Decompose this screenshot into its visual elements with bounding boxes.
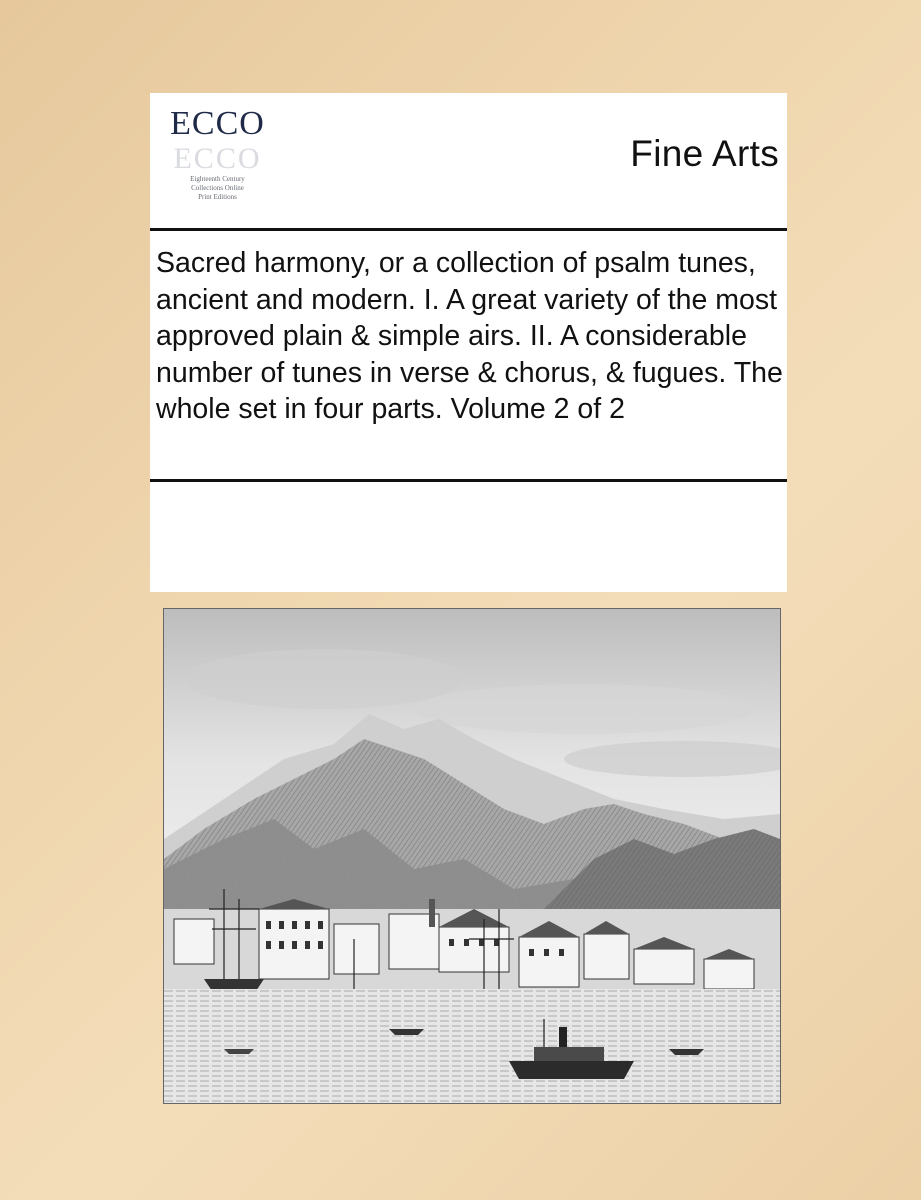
- title-panel: [150, 231, 787, 479]
- category-label: Fine Arts: [630, 133, 779, 174]
- logo-wordmark-shadow: ECCO: [173, 142, 262, 175]
- logo-tagline-3: Print Editions: [198, 193, 237, 201]
- logo-tagline-2: Collections Online: [191, 184, 244, 192]
- header-panel: [150, 93, 787, 228]
- logo-wordmark: ECCO: [170, 105, 265, 142]
- ecco-logo: [170, 105, 265, 217]
- harbor-engraving: [163, 608, 781, 1104]
- blank-panel: [150, 482, 787, 592]
- book-title: Sacred harmony, or a collection of psalm tunes, ancient and modern. I. A great variety of the most approved plain & simple airs. II. A considerable number of tunes in verse & chorus, & fugues. The whole set in four parts. Volume 2 of 2: [156, 247, 783, 425]
- logo-tagline-1: Eighteenth Century: [190, 175, 245, 183]
